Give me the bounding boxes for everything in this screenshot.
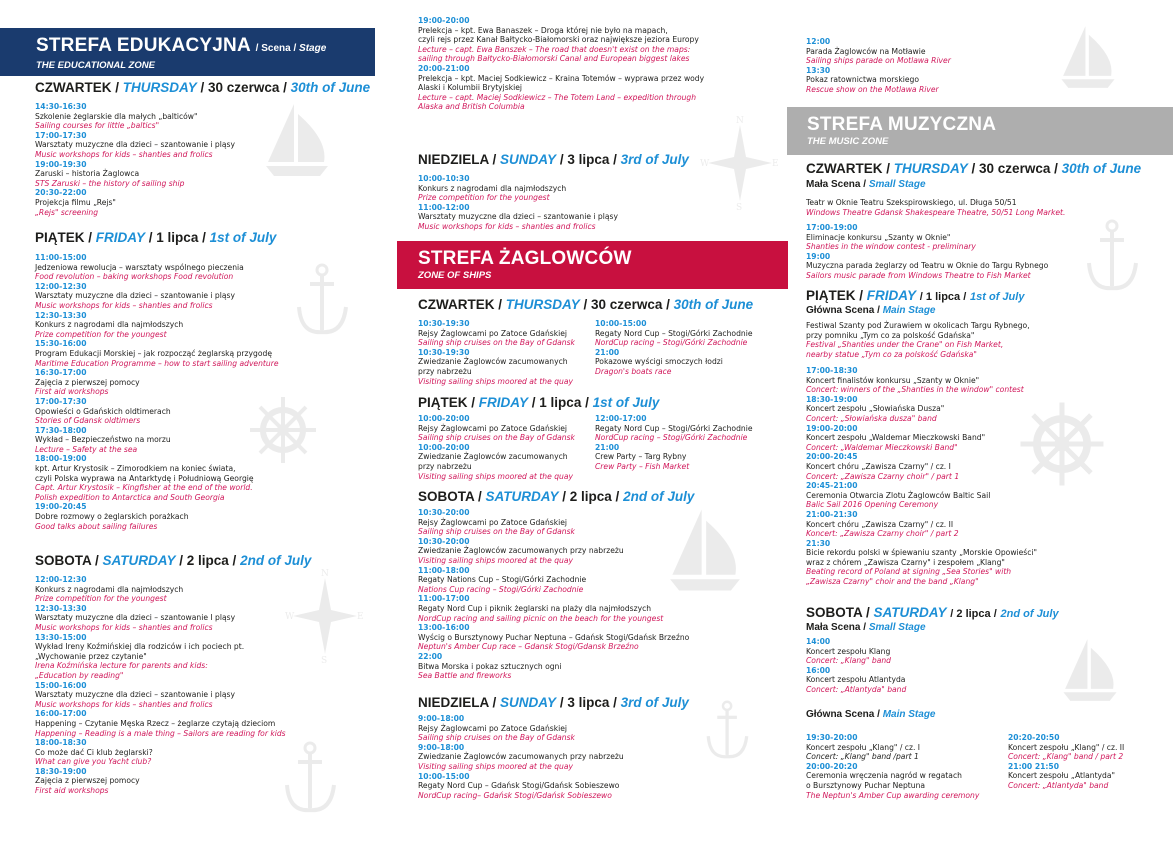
event-item: 12:00-12:30 Konkurs z nagrodami dla najmłodszych Prize competition for the youngest [35,575,184,604]
music-thursday-events [806,223,1048,281]
event-item: 17:30-18:00 Wykład – Bezpieczeństwo na morzu Lecture – Safety at the sea [35,425,171,454]
event-item: 19:00-19:30 Zaruski – historia Żaglowca STS Zaruski – the history of sailing ship [35,159,185,188]
music-zone-title: STREFA MUZYCZNA [807,114,997,135]
event-item: 10:30-20:00 Zwiedzanie Żaglowców zacumowanych przy nabrzeżu Visiting sailing ships moored at the quay [418,536,624,565]
ships-zone-header [397,241,788,289]
music-friday-stage: Główna Scena / Main Stage [806,305,936,316]
music-saturday-main-right [1008,733,1124,791]
event-item: 9:00-18:00 Zwiedzanie Żaglowców zacumowanych przy nabrzeżu Visiting sailing ships moored at the quay [418,742,624,771]
svg-text:S: S [321,656,328,663]
music-saturday-small-events [806,637,906,695]
anchor-icon [295,262,350,337]
svg-text:E: E [772,159,779,169]
event-item: 18:00-18:30 Co może dać Ci klub żeglarski? What can give you Yacht club? [35,738,153,767]
edu-stage-label: Stage [299,43,327,54]
svg-text:N: N [321,569,329,579]
ships-friday-heading: PIĄTEK / FRIDAY / 1 lipca / 1st of July [418,395,660,410]
event-item: 16:00-17:00 Happening – Czytanie Męska Rzecz – żeglarze czytają dzieciom Happening – Reading is a male thing – Sailors are reading for kids [35,709,286,738]
music-thursday-heading: CZWARTEK / THURSDAY / 30 czerwca / 30th of June [806,161,1142,176]
event-item: 16:30-17:00 Zajęcia z pierwszej pomocy First aid workshops [35,368,140,397]
event-item: 12:30-13:30 Konkurs z nagrodami dla najmłodszych Prize competition for the youngest [35,310,184,339]
music-thursday-venue: Teatr w Oknie Teatru Szekspirowskiego, ul. Długa 50/51 Windows Theatre Gdansk Shakespeare Theatre, 50/51 Long Market. [806,198,1066,217]
sailboat-icon [1058,22,1118,92]
music-zone-subtitle: THE MUSIC ZONE [807,136,889,147]
event-item: 17:00-17:30 Warsztaty muzyczne dla dzieci – szantowanie i pląsy Music workshops for kids – shanties and frolics [35,130,235,159]
event-item: 10:30-19:30 Rejsy Żaglowcami po Zatoce Gdańskiej Sailing ship cruises on the Bay of Gdansk [418,319,575,348]
event-item: 21:00 Pokazowe wyścigi smoczych łodzi Dragon's boats race [595,347,723,376]
event-item: 12:30-13:30 Warsztaty muzyczne dla dzieci – szantowanie I pląsy Music workshops for kids – shanties and frolics [35,603,236,632]
music-saturday-main-left [806,733,979,800]
compass-rose-icon [700,115,780,210]
anchor-icon [1085,218,1140,293]
event-item: 10:00-20:00 Zwiedzanie Żaglowców zacumowanych przy nabrzeżu Visiting sailing ships moored at the quay [418,442,573,481]
event-item: 13:30-15:00 Wykład Ireny Koźmińskiej dla rodziców i ich pociech pt. „Wychowanie przez czytanie" Irena Koźmińska lecture for parents and kids: „Education by reading" [35,632,245,680]
edu-sunday-heading: NIEDZIELA / SUNDAY / 3 lipca / 3rd of July [418,152,689,167]
sailboat-icon [262,100,332,180]
edu-friday-events [35,253,279,531]
event-item: 18:00-19:00 kpt. Artur Krystosik – Zimorodkiem na koniec świata, czyli Polska wyprawa na Antarktydę i Południową Georgię Capt. Artur Krystosik – Kingfisher at the end of the world. Polish expedition to Antarctica and South Georgia [35,454,254,502]
event-item: 19:30-20:00 Koncert zespołu „Klang" / cz. I Concert: „Klang" band /part 1 [806,733,921,762]
event-item: 18:30-19:00 Koncert zespołu „Słowiańska Dusza" Concert: „Słowiańska dusza" band [806,394,945,423]
event-item: 20:00-21:00 Prelekcja – kpt. Maciej Sodkiewicz – Kraina Totemów – wyprawa przez wody Alaski i Kolumbii Brytyjskiej Lecture – capt. Maciej Sodkiewicz – The Totem Land – expedition through Alaska and British Columbia [418,63,705,112]
edu-friday-heading: PIĄTEK / FRIDAY / 1 lipca / 1st of July [35,230,277,245]
event-item: 15:30-16:00 Program Edukacji Morskiej – jak rozpocząć żeglarską przygodę Maritime Education Programme – how to start sailing adventure [35,339,279,368]
edu-sunday-events [418,174,618,232]
event-item: 11:00-18:00 Regaty Nations Cup – Stogi/Górki Zachodnie Nations Cup racing – Stogi/Górki Zachodnie [418,565,587,594]
edu-scena-label: / Scena / [255,43,297,54]
event-item: 17:00-18:30 Koncert finalistów konkursu „Szanty w Oknie" Concert: winners of the „Shanties in the window" contest [806,366,1024,395]
event-item: 18:30-19:00 Zajęcia z pierwszej pomocy First aid workshops [35,766,140,796]
edu-saturday-events-continued [418,16,704,112]
event-item: 22:00 Bitwa Morska i pokaz sztucznych ogni Sea Battle and fireworks [418,651,562,681]
event-item: 19:00-20:00 Koncert zespołu „Waldemar Mieczkowski Band" Concert: „Waldemar Mieczkowski Band" [806,423,986,452]
event-item: 13:30 Pokaz ratownictwa morskiego Rescue show on the Motlawa River [806,65,939,94]
edu-saturday-events [35,575,286,796]
svg-text:W: W [700,159,710,169]
ships-thursday-left [418,319,575,386]
ships-friday-right [595,414,753,472]
event-item: 20:00-20:45 Koncert chóru „Zawisza Czarny" / cz. I Concert: „Zawisza Czarny choir" / part 1 [806,452,960,481]
event-item: 19:00 Muzyczna parada żeglarzy od Teatru w Oknie do Targu Rybnego Sailors music parade from Windows Theatre to Fish Market [806,251,1049,280]
edu-zone-subtitle: THE EDUCATIONAL ZONE [36,60,155,71]
edu-thursday-events [35,102,235,217]
event-item: 20:00-20:20 Ceremonia wręczenia nagród w regatach o Bursztynowy Puchar Neptuna The Neptun's Amber Cup awarding ceremony [806,761,980,800]
event-item: 20:45-21:00 Ceremonia Otwarcia Zlotu Żaglowców Baltic Sail Balic Sail 2016 Opening Ceremony [806,481,991,510]
event-item: 14:30-16:30 Szkolenie żeglarskie dla małych „balticów" Sailing courses for little „baltics" [35,102,198,131]
event-item: 10:30-20:00 Rejsy Żaglowcami po Zatoce Gdańskiej Sailing ship cruises on the Bay of Gdansk [418,508,575,537]
event-item: 11:00-17:00 Regaty Nord Cup i piknik żeglarski na plaży dla najmłodszych NordCup racing and sailing picnic on the beach for the youngest [418,594,664,623]
event-item: 21:00 Crew Party – Targ Rybny Crew Party – Fish Market [595,442,690,471]
event-item: 12:00 Parada Żaglowców na Motławie Sailing ships parade on Motlawa River [806,37,951,66]
event-item: 11:00-15:00 Jedzeniowa rewolucja – warsztaty wspólnego pieczenia Food revolution – baking workshops Food revolution [35,253,244,282]
music-friday-heading: PIĄTEK / FRIDAY / 1 lipca / 1st of July [806,288,1025,303]
event-item: 20:20-20:50 Koncert zespołu „Klang" / cz. II Concert: „Klang" band / part 2 [1008,733,1125,762]
music-friday-venue: Festiwal Szanty pod Żurawiem w okolicach Targu Rybnego, przy pomniku „Tym co za polskość Gdańska" Festival „Shanties under the Crane" on Fish Market, nearby statue „Tym co za polskość Gdańska" [806,321,1030,359]
music-saturday-small-stage: Mała Scena / Small Stage [806,622,926,633]
svg-text:E: E [357,612,364,622]
event-item: 17:00-19:00 Eliminacje konkursu „Szanty w Oknie" Shanties in the window contest - preliminary [806,223,976,252]
music-friday-events [806,366,1037,587]
edu-thursday-heading: CZWARTEK / THURSDAY / 30 czerwca / 30th of June [35,80,371,95]
event-item: 21:00-21:30 Koncert chóru „Zawisza Czarny" / cz. II Koncert: „Zawisza Czarny choir" / part 2 [806,509,959,539]
music-thursday-stage: Mała Scena / Small Stage [806,179,926,190]
event-item: 14:00 Koncert zespołu Klang Concert: „Klang" band [806,637,892,666]
ships-zone-subtitle: ZONE OF SHIPS [418,270,492,281]
ships-saturday-events [418,508,689,681]
event-item: 21:30 Bicie rekordu polski w śpiewaniu szanty „Morskie Opowieści" wraz z chórem „Zawisza Czarny" i zespołem „Klang" Beating record of Poland at signing „Sea Stories" with „Zawisza Czarny" choir and the band „Klang" [806,538,1038,587]
ships-sunday-events [418,714,624,800]
event-item: 20:30-22:00 Projekcja filmu „Rejs" „Rejs" screening [35,188,116,217]
svg-text:N: N [736,116,744,126]
ships-thursday-right [595,319,753,377]
event-item: 12:00-17:00 Regaty Nord Cup – Stogi/Górki Zachodnie NordCup racing – Stogi/Górki Zachodnie [595,414,753,443]
edu-saturday-heading: SOBOTA / SATURDAY / 2 lipca / 2nd of July [35,553,312,568]
svg-text:W: W [285,612,295,622]
event-item: 13:00-16:00 Wyścig o Bursztynowy Puchar Neptuna – Gdańsk Stogi/Gdańsk Brzeźno Neptun's Amber Cup race – Gdansk Stogi/Gdansk Brzeźno [418,623,690,652]
event-item: 15:00-16:00 Warsztaty muzyczne dla dzieci – szantowanie i pląsy Music workshops for kids – shanties and frolics [35,680,235,709]
svg-text:S: S [736,203,743,210]
music-saturday-heading: SOBOTA / SATURDAY / 2 lipca / 2nd of July [806,605,1059,620]
event-item: 10:00-15:00 Regaty Nord Cup – Stogi/Górki Zachodnie NordCup racing – Stogi/Górki Zachodnie [595,319,753,348]
event-item: 10:00-15:00 Regaty Nord Cup – Gdańsk Stogi/Gdańsk Sobieszewo NordCup racing– Gdańsk Stogi/Gdańsk Sobieszewo [418,771,620,800]
ships-sunday-heading: NIEDZIELA / SUNDAY / 3 lipca / 3rd of July [418,695,689,710]
compass-rose-icon [285,568,365,663]
event-item: 19:00-20:45 Dobre rozmowy o żeglarskich porażkach Good talks about sailing failures [35,502,189,531]
event-item: 21:00 21:50 Koncert zespołu „Atlantyda" Concert: „Atlantyda" band [1008,761,1116,790]
anchor-icon [705,695,750,765]
event-item: 10:30-19:30 Zwiedzanie Żaglowców zacumowanych przy nabrzeżu Visiting sailing ships moored at the quay [418,347,573,386]
event-item: 16:00 Koncert zespołu Atlantyda Concert: „Atlantyda" band [806,665,907,694]
ships-thursday-heading: CZWARTEK / THURSDAY / 30 czerwca / 30th of June [418,297,754,312]
ships-zone-title: STREFA ŻAGLOWCÓW [418,248,632,269]
sailboat-icon [1060,635,1120,705]
event-item: 10:00-20:00 Rejsy Żaglowcami po Zatoce Gdańskiej Sailing ship cruises on the Bay of Gdansk [418,414,575,443]
edu-zone-header [0,28,375,76]
music-zone-header [787,107,1173,155]
event-item: 11:00-12:00 Warsztaty muzyczne dla dzieci – szantowanie i pląsy Music workshops for kids – shanties and frolics [418,202,618,231]
event-item: 17:00-17:30 Opowieści o Gdańskich oldtimerach Stories of Gdansk oldtimers [35,396,171,426]
event-item: 12:00-12:30 Warsztaty muzyczne dla dzieci – szantowanie i pląsy Music workshops for kids – shanties and frolics [35,281,235,310]
event-item: 9:00-18:00 Rejsy Żaglowcami po Zatoce Gdańskiej Sailing ship cruises on the Bay of Gdansk [418,714,575,743]
ships-friday-left [418,414,575,481]
ships-saturday-heading: SOBOTA / SATURDAY / 2 lipca / 2nd of July [418,489,695,504]
edu-zone-title: STREFA EDUKACYJNA [36,35,251,56]
event-item: 19:00-20:00 Prelekcja – kpt. Ewa Banaszek – Droga której nie było na mapach, czyli rejs przez Kanał Bałtycko-Białomorski oraz największe jeziora Europy Lecture – capt. Ewa Banszek – The road that doesn't exist on the maps: sailing through Bałtycko-Białomorski Canal and European biggest lakes [418,16,699,64]
music-saturday-main-stage: Główna Scena / Main Stage [806,709,936,720]
ships-sunday-events-continued [806,37,951,95]
event-item: 10:00-10:30 Konkurs z nagrodami dla najmłodszych Prize competition for the youngest [418,174,567,203]
anchor-icon [283,740,338,815]
